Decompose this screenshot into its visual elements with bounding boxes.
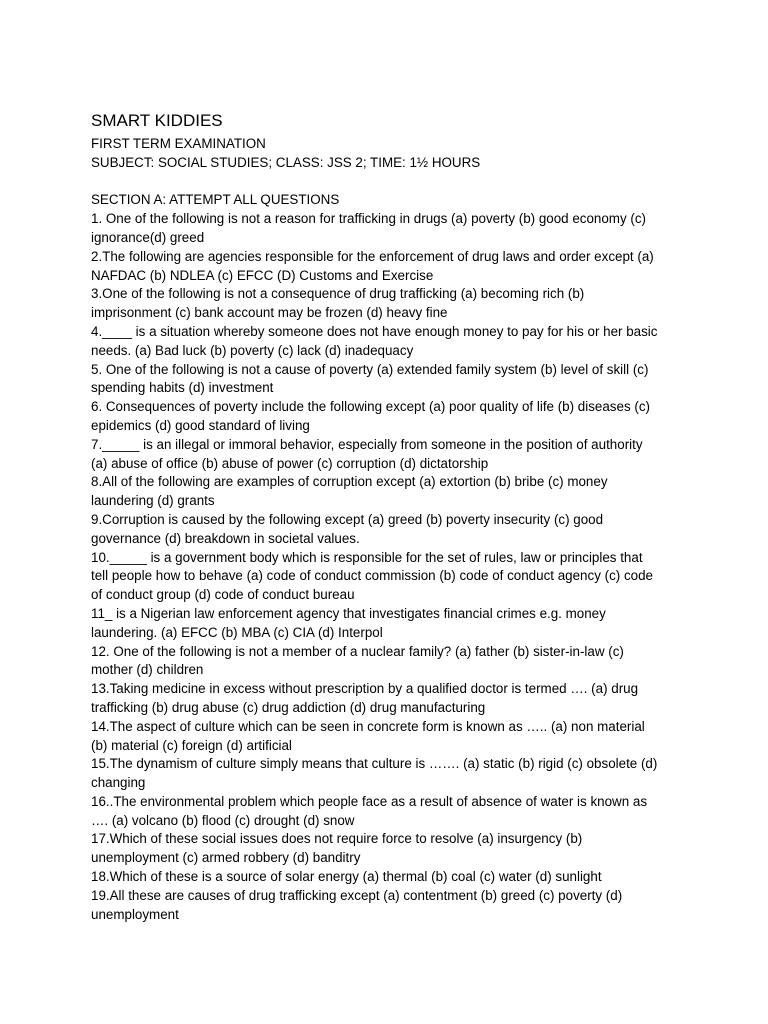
question-line: NAFDAC (b) NDLEA (c) EFCC (D) Customs and Exercise [91, 267, 434, 283]
question-line: laundering. (a) EFCC (b) MBA (c) CIA (d) Interpol [91, 624, 383, 640]
question-line: laundering (d) grants [91, 493, 215, 509]
question-line: 14.The aspect of culture which can be seen in concrete form is known as ….. (a) non material [91, 718, 645, 734]
school-name: SMART KIDDIES [91, 111, 223, 130]
question-line: tell people how to behave (a) code of conduct commission (b) code of conduct agency (c) code [91, 568, 653, 584]
question-line: 10._____ is a government body which is responsible for the set of rules, law or principles that [91, 549, 643, 565]
question-line: imprisonment (c) bank account may be frozen (d) heavy fine [91, 305, 448, 321]
question-line: spending habits (d) investment [91, 380, 274, 396]
question-line: 19.All these are causes of drug trafficking except (a) contentment (b) greed (c) poverty (d) [91, 887, 623, 903]
question-line: (b) material (c) foreign (d) artificial [91, 737, 292, 753]
question-line: changing [91, 775, 146, 791]
question-line: of conduct group (d) code of conduct bureau [91, 587, 355, 603]
question-line: (a) abuse of office (b) abuse of power (c) corruption (d) dictatorship [91, 455, 489, 471]
question-list [91, 210, 691, 924]
question-line: 2.The following are agencies responsible for the enforcement of drug laws and order except (a) [91, 248, 654, 264]
question-line: …. (a) volcano (b) flood (c) drought (d) snow [91, 812, 355, 828]
question-line: 18.Which of these is a source of solar energy (a) thermal (b) coal (c) water (d) sunlight [91, 869, 602, 885]
question-line: 1. One of the following is not a reason for trafficking in drugs (a) poverty (b) good economy (c) [91, 211, 646, 227]
question-line: 7._____ is an illegal or immoral behavior, especially from someone in the position of authority [91, 436, 643, 452]
question-line: 5. One of the following is not a cause of poverty (a) extended family system (b) level of skill (c) [91, 361, 649, 377]
question-line: 13.Taking medicine in excess without prescription by a qualified doctor is termed …. (a) drug [91, 681, 639, 697]
question-line: trafficking (b) drug abuse (c) drug addiction (d) drug manufacturing [91, 699, 486, 715]
question-line: governance (d) breakdown in societal values. [91, 530, 360, 546]
question-line: ignorance(d) greed [91, 229, 205, 245]
question-line: epidemics (d) good standard of living [91, 417, 310, 433]
question-line: unemployment (c) armed robbery (d) banditry [91, 850, 361, 866]
exam-title: FIRST TERM EXAMINATION [91, 136, 266, 151]
question-line: mother (d) children [91, 662, 204, 678]
question-line: 4.____ is a situation whereby someone does not have enough money to pay for his or her basic [91, 323, 658, 339]
question-line: 17.Which of these social issues does not require force to resolve (a) insurgency (b) [91, 831, 583, 847]
subject-line: SUBJECT: SOCIAL STUDIES; CLASS: JSS 2; TIME: 1½ HOURS [91, 154, 481, 170]
document-content [91, 110, 691, 924]
question-line: 11_ is a Nigerian law enforcement agency that investigates financial crimes e.g. money [91, 605, 606, 621]
question-line: needs. (a) Bad luck (b) poverty (c) lack (d) inadequacy [91, 342, 414, 358]
question-line: 12. One of the following is not a member of a nuclear family? (a) father (b) sister-in-law (c) [91, 643, 624, 659]
section-title: SECTION A: ATTEMPT ALL QUESTIONS [91, 192, 340, 208]
question-line: 3.One of the following is not a consequence of drug trafficking (a) becoming rich (b) [91, 286, 585, 302]
question-line: 6. Consequences of poverty include the following except (a) poor quality of life (b) diseases (c) [91, 399, 650, 415]
question-line: 15.The dynamism of culture simply means that culture is ……. (a) static (b) rigid (c) obsolete (d) [91, 756, 658, 772]
question-line: 8.All of the following are examples of corruption except (a) extortion (b) bribe (c) money [91, 474, 608, 490]
question-line: 9.Corruption is caused by the following except (a) greed (b) poverty insecurity (c) good [91, 511, 604, 527]
blank-line [91, 173, 691, 192]
question-line: unemployment [91, 906, 179, 922]
question-line: 16..The environmental problem which people face as a result of absence of water is known as [91, 793, 648, 809]
